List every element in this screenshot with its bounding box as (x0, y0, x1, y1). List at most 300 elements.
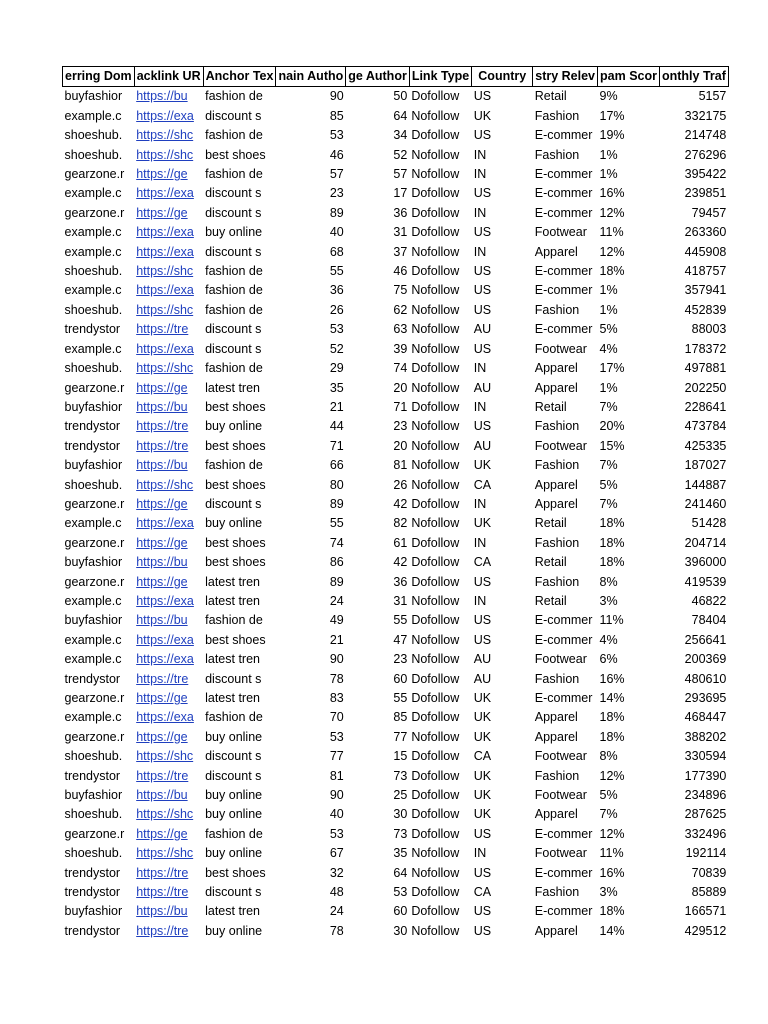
spam-score-cell[interactable]: 18% (599, 535, 625, 550)
domain-authority-cell[interactable]: 26 (329, 302, 344, 317)
backlink-url-link[interactable]: https://bu (136, 399, 188, 414)
link-type-cell[interactable]: Nofollow (411, 846, 460, 861)
referring-domain-cell[interactable]: gearzone.r (64, 496, 125, 511)
domain-authority-cell[interactable]: 90 (329, 652, 344, 667)
anchor-text-cell[interactable]: latest tren (205, 380, 260, 395)
monthly-traffic-cell[interactable]: 395422 (684, 167, 727, 182)
spam-score-cell[interactable]: 14% (599, 923, 625, 938)
domain-authority-cell[interactable]: 21 (329, 632, 344, 647)
link-type-cell[interactable]: Nofollow (411, 147, 460, 162)
spam-score-cell[interactable]: 1% (599, 380, 618, 395)
page-authority-cell[interactable]: 73 (393, 826, 408, 841)
backlink-url-link[interactable]: https://ge (136, 574, 188, 589)
domain-authority-cell[interactable]: 78 (329, 923, 344, 938)
anchor-text-cell[interactable]: buy online (205, 846, 263, 861)
spam-score-cell[interactable]: 17% (599, 108, 625, 123)
anchor-text-cell[interactable]: best shoes (205, 555, 266, 570)
referring-domain-cell[interactable]: gearzone.r (64, 380, 125, 395)
monthly-traffic-cell[interactable]: 192114 (685, 846, 727, 861)
country-cell[interactable]: IN (473, 535, 487, 550)
domain-authority-cell[interactable]: 55 (329, 516, 344, 531)
country-cell[interactable]: US (473, 904, 492, 919)
industry-relevance-cell[interactable]: Footwear (534, 846, 587, 861)
link-type-cell[interactable]: Dofollow (411, 613, 460, 628)
domain-authority-cell[interactable]: 53 (329, 128, 344, 143)
backlink-url-link[interactable]: https://shc (136, 128, 194, 143)
anchor-text-cell[interactable]: latest tren (205, 574, 260, 589)
spam-score-cell[interactable]: 7% (599, 458, 618, 473)
monthly-traffic-cell[interactable]: 388202 (684, 729, 727, 744)
spam-score-cell[interactable]: 18% (599, 555, 625, 570)
backlink-url-link[interactable]: https://ge (136, 535, 188, 550)
backlink-url-link[interactable]: https://shc (136, 147, 194, 162)
monthly-traffic-cell[interactable]: 187027 (684, 458, 727, 473)
country-cell[interactable]: US (473, 419, 492, 434)
industry-relevance-cell[interactable]: Fashion (534, 768, 580, 783)
backlink-url-link[interactable]: https://exa (136, 186, 194, 201)
link-type-cell[interactable]: Dofollow (411, 904, 460, 919)
monthly-traffic-cell[interactable]: 5157 (698, 89, 727, 104)
referring-domain-cell[interactable]: example.c (64, 652, 122, 667)
monthly-traffic-cell[interactable]: 177390 (684, 768, 727, 783)
monthly-traffic-cell[interactable]: 396000 (684, 555, 727, 570)
referring-domain-cell[interactable]: example.c (64, 632, 122, 647)
monthly-traffic-cell[interactable]: 228641 (684, 399, 727, 414)
domain-authority-cell[interactable]: 40 (329, 807, 344, 822)
spam-score-cell[interactable]: 18% (599, 516, 625, 531)
page-authority-cell[interactable]: 63 (393, 322, 408, 337)
industry-relevance-cell[interactable]: E-commer (534, 613, 593, 628)
referring-domain-cell[interactable]: example.c (64, 710, 122, 725)
monthly-traffic-cell[interactable]: 497881 (684, 361, 727, 376)
spam-score-cell[interactable]: 19% (599, 128, 625, 143)
link-type-cell[interactable]: Nofollow (411, 729, 460, 744)
backlink-url-link[interactable]: https://shc (136, 749, 194, 764)
backlink-url-link[interactable]: https://tre (136, 438, 189, 453)
industry-relevance-cell[interactable]: Apparel (534, 244, 578, 259)
domain-authority-cell[interactable]: 46 (329, 147, 344, 162)
referring-domain-cell[interactable]: trendystor (64, 419, 121, 434)
page-authority-cell[interactable]: 82 (393, 516, 408, 531)
link-type-cell[interactable]: Nofollow (411, 283, 460, 298)
backlink-url-link[interactable]: https://ge (136, 691, 188, 705)
country-cell[interactable]: AU (473, 438, 492, 453)
page-authority-cell[interactable]: 85 (393, 710, 408, 725)
country-header[interactable]: Country (472, 67, 533, 87)
spam-score-cell[interactable]: 8% (599, 574, 618, 589)
anchor-text-cell[interactable]: discount s (205, 749, 262, 764)
domain-authority-cell[interactable]: 78 (329, 671, 344, 686)
country-cell[interactable]: IN (473, 496, 487, 511)
country-cell[interactable]: AU (473, 652, 492, 667)
page-authority-cell[interactable]: 20 (393, 380, 408, 395)
referring-domain-cell[interactable]: shoeshub. (64, 128, 123, 143)
page-authority-cell[interactable]: 75 (393, 283, 408, 298)
monthly-traffic-cell[interactable]: 468447 (684, 710, 727, 725)
link-type-header[interactable]: Link Type (409, 67, 471, 87)
monthly-traffic-cell[interactable]: 200369 (684, 652, 727, 667)
anchor-text-cell[interactable]: discount s (205, 768, 262, 783)
backlink-url-link[interactable]: https://exa (136, 710, 194, 725)
country-cell[interactable]: US (473, 613, 492, 628)
backlink-url-link[interactable]: https://exa (136, 341, 194, 356)
industry-relevance-cell[interactable]: E-commer (534, 264, 593, 279)
backlink-url-link[interactable]: https://shc (136, 302, 194, 317)
referring-domain-cell[interactable]: buyfashior (64, 613, 123, 628)
monthly-traffic-cell[interactable]: 429512 (684, 923, 727, 938)
anchor-text-cell[interactable]: fashion de (205, 283, 263, 298)
link-type-cell[interactable]: Dofollow (411, 710, 460, 725)
country-cell[interactable]: US (473, 225, 492, 240)
monthly-traffic-cell[interactable]: 51428 (691, 516, 727, 531)
backlink-url-link[interactable]: https://ge (136, 380, 188, 395)
domain-authority-cell[interactable]: 35 (329, 380, 344, 395)
monthly-traffic-cell[interactable]: 46822 (691, 593, 727, 608)
monthly-traffic-cell[interactable]: 204714 (684, 535, 727, 550)
domain-authority-cell[interactable]: 29 (329, 361, 344, 376)
industry-relevance-cell[interactable]: Apparel (534, 923, 578, 938)
country-cell[interactable]: UK (473, 807, 492, 822)
spam-score-cell[interactable]: 18% (599, 729, 625, 744)
domain-authority-cell[interactable]: 90 (329, 788, 344, 803)
referring-domain-cell[interactable]: shoeshub. (64, 749, 123, 764)
link-type-cell[interactable]: Dofollow (411, 264, 460, 279)
anchor-text-cell[interactable]: latest tren (205, 593, 260, 608)
country-cell[interactable]: US (473, 632, 492, 647)
spam-score-cell[interactable]: 14% (599, 691, 625, 705)
industry-relevance-cell[interactable]: Apparel (534, 380, 578, 395)
domain-authority-cell[interactable]: 23 (329, 186, 344, 201)
country-cell[interactable]: US (473, 283, 492, 298)
page-authority-cell[interactable]: 17 (393, 186, 408, 201)
industry-relevance-cell[interactable]: Fashion (534, 885, 580, 900)
country-cell[interactable]: UK (473, 458, 492, 473)
monthly-traffic-cell[interactable]: 330594 (684, 749, 727, 764)
page-authority-cell[interactable]: 36 (393, 574, 408, 589)
link-type-cell[interactable]: Dofollow (411, 807, 460, 822)
monthly-traffic-cell[interactable]: 214748 (684, 128, 727, 143)
country-cell[interactable]: IN (473, 167, 487, 182)
referring-domain-cell[interactable]: buyfashior (64, 904, 123, 919)
anchor-text-cell[interactable]: buy online (205, 729, 263, 744)
domain-authority-cell[interactable]: 86 (329, 555, 344, 570)
page-authority-cell[interactable]: 60 (393, 671, 408, 686)
backlink-url-link[interactable]: https://shc (136, 477, 194, 492)
backlink-url-link[interactable]: https://tre (136, 885, 189, 900)
industry-relevance-cell[interactable]: Footwear (534, 749, 587, 764)
anchor-text-cell[interactable]: best shoes (205, 632, 266, 647)
monthly-traffic-cell[interactable]: 425335 (684, 438, 727, 453)
domain-authority-cell[interactable]: 85 (329, 108, 344, 123)
domain-authority-cell[interactable]: 57 (329, 167, 344, 182)
monthly-traffic-cell[interactable]: 452839 (684, 302, 727, 317)
country-cell[interactable]: UK (473, 516, 492, 531)
link-type-cell[interactable]: Nofollow (411, 652, 460, 667)
link-type-cell[interactable]: Dofollow (411, 225, 460, 240)
industry-relevance-cell[interactable]: Apparel (534, 496, 578, 511)
monthly-traffic-cell[interactable]: 445908 (684, 244, 727, 259)
spam-score-cell[interactable]: 1% (599, 302, 618, 317)
page-authority-cell[interactable]: 35 (393, 846, 408, 861)
page-authority-cell[interactable]: 36 (393, 205, 408, 220)
referring-domain-cell[interactable]: shoeshub. (64, 361, 123, 376)
spam-score-cell[interactable]: 16% (599, 865, 625, 880)
domain-authority-cell[interactable]: 36 (329, 283, 344, 298)
anchor-text-cell[interactable]: buy online (205, 923, 263, 938)
referring-domain-cell[interactable]: trendystor (64, 671, 121, 686)
country-cell[interactable]: UK (473, 691, 492, 705)
link-type-cell[interactable]: Dofollow (411, 788, 460, 803)
link-type-cell[interactable]: Dofollow (411, 128, 460, 143)
domain-authority-cell[interactable]: 71 (329, 438, 344, 453)
anchor-text-cell[interactable]: fashion de (205, 264, 263, 279)
anchor-text-cell[interactable]: discount s (205, 244, 262, 259)
domain-authority-cell[interactable]: 52 (329, 341, 344, 356)
monthly-traffic-cell[interactable]: 166571 (684, 904, 727, 919)
backlink-url-header[interactable]: acklink UR (134, 67, 203, 87)
domain-authority-cell[interactable]: 21 (329, 399, 344, 414)
backlink-url-link[interactable]: https://exa (136, 108, 194, 123)
referring-domain-cell[interactable]: example.c (64, 341, 122, 356)
spam-score-cell[interactable]: 16% (599, 671, 625, 686)
referring-domain-cell[interactable]: shoeshub. (64, 477, 123, 492)
industry-relevance-cell[interactable]: Apparel (534, 710, 578, 725)
anchor-text-cell[interactable]: latest tren (205, 904, 260, 919)
spam-score-cell[interactable]: 3% (599, 885, 618, 900)
country-cell[interactable]: UK (473, 710, 492, 725)
monthly-traffic-cell[interactable]: 178372 (684, 341, 727, 356)
anchor-text-cell[interactable]: fashion de (205, 302, 263, 317)
page-authority-cell[interactable]: 55 (393, 691, 408, 705)
domain-authority-cell[interactable]: 89 (329, 205, 344, 220)
industry-relevance-cell[interactable]: E-commer (534, 865, 593, 880)
link-type-cell[interactable]: Nofollow (411, 632, 460, 647)
domain-authority-cell[interactable]: 66 (329, 458, 344, 473)
link-type-cell[interactable]: Dofollow (411, 399, 460, 414)
industry-relevance-cell[interactable]: Retail (534, 593, 567, 608)
domain-authority-cell[interactable]: 81 (329, 768, 344, 783)
backlink-url-link[interactable]: https://exa (136, 516, 194, 531)
referring-domain-cell[interactable]: trendystor (64, 923, 121, 938)
referring-domain-cell[interactable]: shoeshub. (64, 147, 123, 162)
monthly-traffic-cell[interactable]: 263360 (684, 225, 727, 240)
page-authority-cell[interactable]: 62 (393, 302, 408, 317)
referring-domain-cell[interactable]: trendystor (64, 438, 121, 453)
industry-relevance-cell[interactable]: E-commer (534, 632, 593, 647)
monthly-traffic-cell[interactable]: 85889 (691, 885, 727, 900)
monthly-traffic-cell[interactable]: 256641 (684, 632, 727, 647)
link-type-cell[interactable]: Dofollow (411, 555, 460, 570)
backlink-url-link[interactable]: https://shc (136, 846, 194, 861)
spam-score-cell[interactable]: 18% (599, 264, 625, 279)
industry-relevance-cell[interactable]: E-commer (534, 167, 593, 182)
anchor-text-cell[interactable]: discount s (205, 322, 262, 337)
link-type-cell[interactable]: Dofollow (411, 205, 460, 220)
monthly-traffic-cell[interactable]: 473784 (684, 419, 727, 434)
referring-domain-cell[interactable]: shoeshub. (64, 302, 123, 317)
industry-relevance-cell[interactable]: Apparel (534, 729, 578, 744)
referring-domain-cell[interactable]: shoeshub. (64, 807, 123, 822)
monthly-traffic-cell[interactable]: 332175 (684, 108, 727, 123)
monthly-traffic-cell[interactable]: 70839 (691, 865, 727, 880)
country-cell[interactable]: US (473, 341, 492, 356)
industry-relevance-cell[interactable]: Footwear (534, 225, 587, 240)
country-cell[interactable]: CA (473, 477, 492, 492)
country-cell[interactable]: US (473, 826, 492, 841)
spam-score-cell[interactable]: 18% (599, 710, 625, 725)
spam-score-cell[interactable]: 15% (599, 438, 625, 453)
page-authority-cell[interactable]: 30 (393, 923, 408, 938)
page-authority-cell[interactable]: 64 (393, 108, 408, 123)
domain-authority-cell[interactable]: 53 (329, 729, 344, 744)
link-type-cell[interactable]: Nofollow (411, 341, 460, 356)
anchor-text-cell[interactable]: buy online (205, 807, 263, 822)
page-authority-cell[interactable]: 74 (393, 361, 408, 376)
link-type-cell[interactable]: Nofollow (411, 923, 460, 938)
country-cell[interactable]: IN (473, 244, 487, 259)
anchor-text-cell[interactable]: best shoes (205, 535, 266, 550)
backlink-url-link[interactable]: https://bu (136, 904, 188, 919)
domain-authority-cell[interactable]: 24 (329, 904, 344, 919)
country-cell[interactable]: US (473, 865, 492, 880)
anchor-text-cell[interactable]: discount s (205, 671, 262, 686)
referring-domain-cell[interactable]: buyfashior (64, 788, 123, 803)
anchor-text-cell[interactable]: latest tren (205, 691, 260, 705)
link-type-cell[interactable]: Dofollow (411, 535, 460, 550)
domain-authority-cell[interactable]: 53 (329, 322, 344, 337)
spam-score-cell[interactable]: 9% (599, 89, 618, 104)
domain-authority-cell[interactable]: 74 (329, 535, 344, 550)
industry-relevance-cell[interactable]: E-commer (534, 283, 593, 298)
backlink-url-link[interactable]: https://ge (136, 167, 188, 182)
referring-domain-cell[interactable]: trendystor (64, 322, 121, 337)
country-cell[interactable]: CA (473, 749, 492, 764)
anchor-text-cell[interactable]: best shoes (205, 865, 266, 880)
industry-relevance-cell[interactable]: E-commer (534, 186, 593, 201)
backlink-url-link[interactable]: https://tre (136, 419, 189, 434)
monthly-traffic-cell[interactable]: 78404 (691, 613, 727, 628)
domain-authority-cell[interactable]: 40 (329, 225, 344, 240)
monthly-traffic-cell[interactable]: 419539 (684, 574, 727, 589)
anchor-text-cell[interactable]: fashion de (205, 361, 263, 376)
anchor-text-cell[interactable]: fashion de (205, 826, 263, 841)
country-cell[interactable]: UK (473, 729, 492, 744)
spam-score-cell[interactable]: 17% (599, 361, 625, 376)
spam-score-header[interactable]: pam Scor (598, 67, 660, 87)
anchor-text-cell[interactable]: fashion de (205, 167, 263, 182)
page-authority-cell[interactable]: 39 (393, 341, 408, 356)
anchor-text-cell[interactable]: discount s (205, 186, 262, 201)
spam-score-cell[interactable]: 1% (599, 283, 618, 298)
industry-relevance-cell[interactable]: Fashion (534, 671, 580, 686)
referring-domain-cell[interactable]: trendystor (64, 865, 121, 880)
anchor-text-cell[interactable]: fashion de (205, 710, 263, 725)
industry-relevance-cell[interactable]: E-commer (534, 691, 593, 705)
anchor-text-cell[interactable]: buy online (205, 788, 263, 803)
country-cell[interactable]: AU (473, 322, 492, 337)
industry-relevance-cell[interactable]: Retail (534, 89, 567, 104)
country-cell[interactable]: US (473, 923, 492, 938)
domain-authority-cell[interactable]: 53 (329, 826, 344, 841)
domain-authority-cell[interactable]: 89 (329, 574, 344, 589)
domain-authority-cell[interactable]: 68 (329, 244, 344, 259)
referring-domain-cell[interactable]: gearzone.r (64, 729, 125, 744)
industry-relevance-cell[interactable]: Apparel (534, 361, 578, 376)
spam-score-cell[interactable]: 1% (599, 167, 618, 182)
anchor-text-header[interactable]: Anchor Tex (203, 67, 276, 87)
spam-score-cell[interactable]: 12% (599, 826, 625, 841)
industry-relevance-cell[interactable]: Fashion (534, 302, 580, 317)
page-authority-cell[interactable]: 77 (393, 729, 408, 744)
referring-domain-header[interactable]: erring Dom (63, 67, 135, 87)
referring-domain-cell[interactable]: shoeshub. (64, 846, 123, 861)
spam-score-cell[interactable]: 5% (599, 477, 618, 492)
monthly-traffic-cell[interactable]: 480610 (684, 671, 727, 686)
page-authority-cell[interactable]: 52 (393, 147, 408, 162)
monthly-traffic-cell[interactable]: 332496 (684, 826, 727, 841)
referring-domain-cell[interactable]: example.c (64, 283, 122, 298)
link-type-cell[interactable]: Dofollow (411, 885, 460, 900)
country-cell[interactable]: IN (473, 399, 487, 414)
country-cell[interactable]: UK (473, 108, 492, 123)
link-type-cell[interactable]: Dofollow (411, 89, 460, 104)
domain-authority-cell[interactable]: 55 (329, 264, 344, 279)
link-type-cell[interactable]: Nofollow (411, 108, 460, 123)
anchor-text-cell[interactable]: best shoes (205, 477, 266, 492)
country-cell[interactable]: CA (473, 885, 492, 900)
spam-score-cell[interactable]: 3% (599, 593, 618, 608)
spam-score-cell[interactable]: 12% (599, 205, 625, 220)
anchor-text-cell[interactable]: best shoes (205, 147, 266, 162)
referring-domain-cell[interactable]: trendystor (64, 885, 121, 900)
page-authority-cell[interactable]: 81 (393, 458, 408, 473)
referring-domain-cell[interactable]: example.c (64, 244, 122, 259)
link-type-cell[interactable]: Dofollow (411, 826, 460, 841)
domain-authority-cell[interactable]: 49 (329, 613, 344, 628)
anchor-text-cell[interactable]: best shoes (205, 399, 266, 414)
spam-score-cell[interactable]: 11% (599, 225, 624, 240)
domain-authority-cell[interactable]: 80 (329, 477, 344, 492)
country-cell[interactable]: UK (473, 788, 492, 803)
industry-relevance-cell[interactable]: E-commer (534, 904, 593, 919)
referring-domain-cell[interactable]: example.c (64, 225, 122, 240)
industry-relevance-cell[interactable]: Fashion (534, 574, 580, 589)
anchor-text-cell[interactable]: fashion de (205, 128, 263, 143)
backlink-url-link[interactable]: https://tre (136, 671, 189, 686)
spam-score-cell[interactable]: 5% (599, 322, 618, 337)
link-type-cell[interactable]: Nofollow (411, 458, 460, 473)
referring-domain-cell[interactable]: buyfashior (64, 399, 123, 414)
backlink-url-link[interactable]: https://shc (136, 361, 194, 376)
backlink-url-link[interactable]: https://exa (136, 652, 194, 667)
page-authority-header[interactable]: ge Author (346, 67, 410, 87)
referring-domain-cell[interactable]: example.c (64, 108, 122, 123)
link-type-cell[interactable]: Dofollow (411, 749, 460, 764)
page-authority-cell[interactable]: 37 (393, 244, 408, 259)
spam-score-cell[interactable]: 4% (599, 632, 618, 647)
spam-score-cell[interactable]: 7% (599, 399, 618, 414)
domain-authority-cell[interactable]: 77 (329, 749, 344, 764)
domain-authority-cell[interactable]: 90 (329, 89, 344, 104)
link-type-cell[interactable]: Dofollow (411, 496, 460, 511)
industry-relevance-cell[interactable]: Fashion (534, 419, 580, 434)
anchor-text-cell[interactable]: buy online (205, 225, 263, 240)
link-type-cell[interactable]: Nofollow (411, 419, 460, 434)
backlink-url-link[interactable]: https://ge (136, 205, 188, 220)
country-cell[interactable]: UK (473, 768, 492, 783)
link-type-cell[interactable]: Dofollow (411, 671, 460, 686)
backlink-url-link[interactable]: https://exa (136, 283, 194, 298)
